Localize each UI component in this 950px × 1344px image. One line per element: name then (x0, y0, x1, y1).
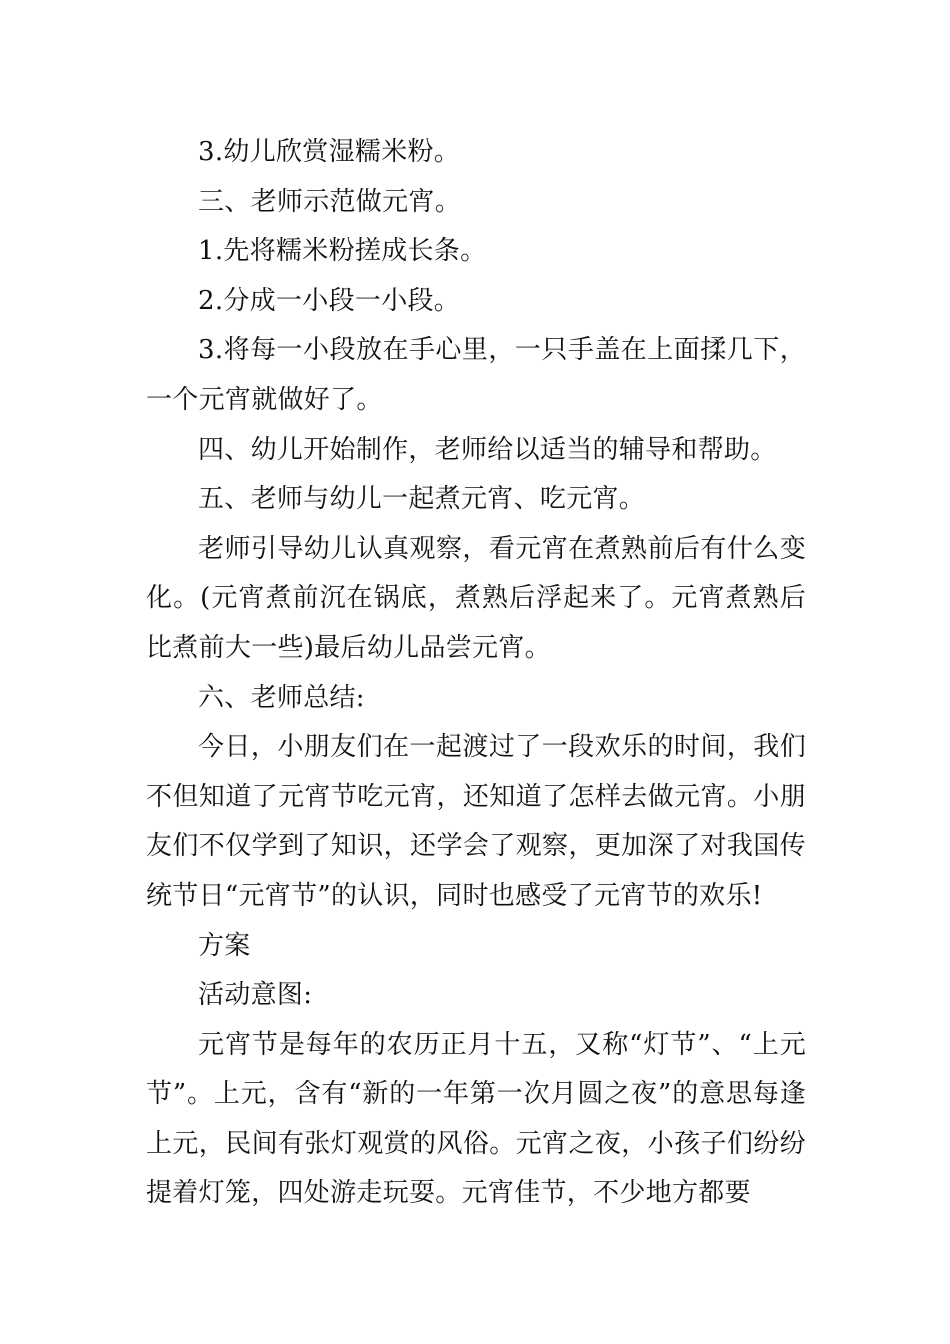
paragraph-step-3: 3.将每一小段放在手心里，一只手盖在上面揉几下，一个元宵就做好了。 (146, 335, 806, 415)
paragraph-plan-heading: 方案 (198, 930, 251, 961)
paragraph-section-three-heading: 三、老师示范做元宵。 (198, 186, 462, 217)
paragraph-step-3-appreciate-flour: 3.幼儿欣赏湿糯米粉。 (198, 137, 461, 167)
paragraph-section-four-heading: 四、幼儿开始制作，老师给以适当的辅导和帮助。 (198, 434, 777, 465)
paragraph-step-2: 2.分成一小段一小段。 (198, 285, 461, 316)
paragraph-lantern-festival-intro: 元宵节是每年的农历正月十五，又称“灯节”、“上元节”。上元，含有“新的一年第一次月圆之夜”的意思每逢上元，民间有张灯观赏的风俗。元宵之夜，小孩子们纷纷提着灯笼，四处游走玩耍。元宵佳节，不少地方都要 (146, 1029, 806, 1209)
paragraph-observation: 老师引导幼儿认真观察，看元宵在煮熟前后有什么变化。(元宵煮前沉在锅底，煮熟后浮起来了。元宵煮熟后比煮前大一些)最后幼儿品尝元宵。 (146, 533, 806, 663)
paragraph-section-six-heading: 六、老师总结: (198, 682, 365, 713)
document-body (146, 128, 806, 1219)
paragraph-section-five-heading: 五、老师与幼儿一起煮元宵、吃元宵。 (198, 484, 646, 515)
paragraph-summary: 今日，小朋友们在一起渡过了一段欢乐的时间，我们不但知道了元宵节吃元宵，还知道了怎样去做元宵。小朋友们不仅学到了知识，还学会了观察，更加深了对我国传统节日“元宵节”的认识，同时也感受了元宵节的欢乐! (146, 732, 806, 911)
paragraph-activity-intent-heading: 活动意图: (198, 980, 313, 1011)
paragraph-step-1: 1.先将糯米粉搓成长条。 (198, 236, 487, 267)
